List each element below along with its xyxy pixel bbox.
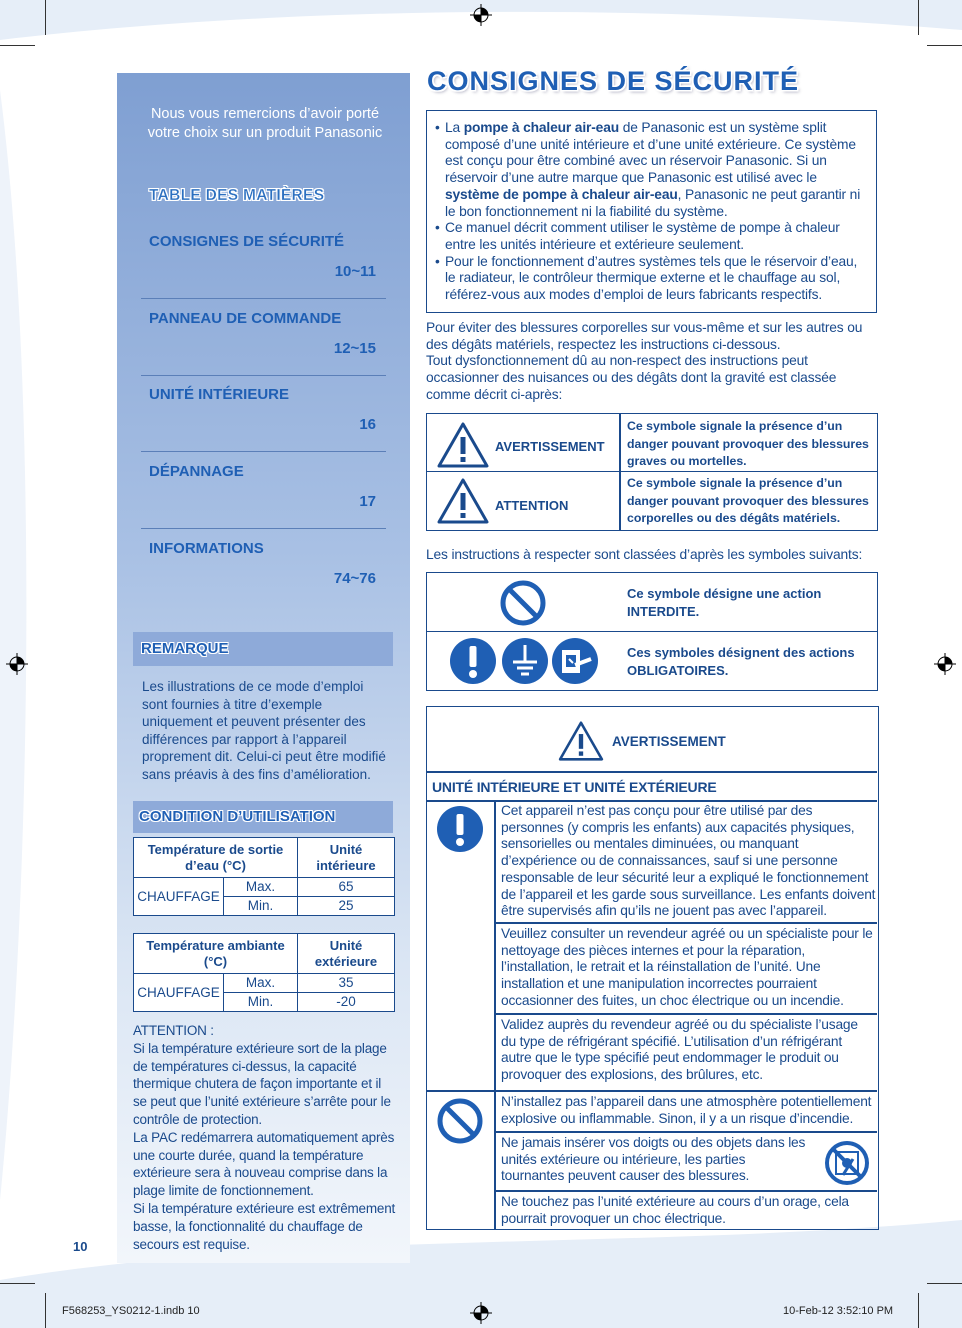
divider — [494, 1190, 877, 1192]
welcome-text: Nous vous remercions d’avoir porté votre choix sur un produit Panasonic — [147, 106, 383, 141]
condition-title-bar — [133, 801, 393, 833]
intro-text: , Panasonic ne peut garantir ni le bon fonctionnement ni la fiabilité du système. — [445, 186, 861, 219]
toc-item[interactable] — [141, 300, 386, 376]
level-description: Ce symbole signale la présence d’un danger pouvant provoquer des blessures corporelles ou des dégâts matériels. — [627, 476, 869, 525]
symbols-table — [426, 572, 878, 691]
table-cell: 25 — [298, 897, 395, 916]
toc-item-page: 10~11 — [334, 263, 376, 280]
page-number: 10 — [73, 1239, 88, 1254]
mandatory-icon — [436, 805, 484, 853]
ground-icon — [501, 637, 549, 685]
crop-mark — [918, 1293, 919, 1328]
table-cell: Min. — [224, 993, 298, 1012]
toc-title: TABLE DES MATIÈRES — [149, 187, 325, 204]
warning-header: AVERTISSEMENT — [612, 734, 726, 749]
page-title: CONSIGNES DE SÉCURITÉ — [427, 66, 800, 96]
registration-mark-icon — [934, 653, 956, 675]
toc-item[interactable] — [141, 223, 386, 299]
toc-item-label: DÉPANNAGE — [149, 463, 244, 480]
remark-text: Les illustrations de ce mode d’emploi sont fournies à titre d’exemple uniquement et peuvent présenter des différences par rapport à l’appareil proprement dit. Celui-ci peut être modifié sans préavis à des fins d’amélioration. — [142, 679, 386, 782]
toc-item-label: UNITÉ INTÉRIEURE — [149, 386, 290, 403]
no-fingers-fan-icon — [823, 1139, 871, 1187]
toc-item-page: 16 — [359, 416, 376, 433]
table-cell: Max. — [224, 878, 298, 897]
table-mode: CHAUFFAGE — [134, 878, 224, 916]
crop-mark — [45, 0, 46, 35]
warning-item: Ne jamais insérer vos doigts ou des objets dans les unités extérieure ou intérieure, les parties tournantes peuvent causer des blessures. — [501, 1135, 806, 1184]
warning-item: Ne touchez pas l’unité extérieure au cours d’un orage, cela pourrait provoquer un choc électrique. — [501, 1194, 849, 1226]
toc-item-label: PANNEAU DE COMMANDE — [149, 310, 342, 327]
intro-text: La — [445, 120, 464, 135]
toc-item[interactable] — [141, 453, 386, 529]
level-description: Ce symbole signale la présence d’un danger pouvant provoquer des blessures graves ou mortelles. — [627, 419, 869, 468]
divider — [427, 1090, 877, 1092]
divider — [427, 771, 877, 773]
crop-mark — [927, 1283, 962, 1284]
footer-file: F568253_YS0212-1.indb 10 — [62, 1305, 200, 1317]
mandatory-icon — [449, 637, 497, 685]
divider — [494, 922, 877, 924]
toc-item-label: INFORMATIONS — [149, 540, 264, 557]
symbol-description: Ces symboles désignent des actions OBLIGATOIRES. — [627, 645, 855, 678]
hazard-levels-table — [426, 413, 878, 531]
intro-paragraph — [426, 320, 878, 404]
unplug-icon — [551, 637, 599, 685]
toc-item-page: 12~15 — [333, 340, 376, 357]
remark-title-bar — [133, 632, 393, 666]
crop-mark — [45, 1293, 46, 1328]
crop-mark — [0, 45, 35, 46]
table-cell: 65 — [298, 878, 395, 897]
table-header: Unité extérieure — [298, 934, 395, 974]
intro-text: de Panasonic est un système split composé d’une unité intérieure et d’une unité extérieure. Ce système est conçu pour être combiné avec un réservoir Panasonic. Si un réservoir d’une autre marque que Panasonic est utilisé avec le — [445, 120, 856, 186]
toc-item[interactable] — [141, 530, 386, 606]
column-divider — [494, 800, 496, 1229]
crop-mark — [0, 1283, 35, 1284]
intro-box — [426, 110, 877, 313]
registration-mark-icon — [470, 1302, 492, 1324]
warning-item: Veuillez consulter un revendeur agréé ou un spécialiste pour le nettoyage des pièces internes et pour la réparation, l’installation, le retrait et la réinstallation de l’unité. Une installation et une manipulation incorrectes pourraient occasionner des fuites, un choc électrique ou un incendie. — [501, 926, 873, 1008]
footer-timestamp: 10-Feb-12 3:52:10 PM — [783, 1305, 894, 1317]
level-label-caution: ATTENTION — [495, 498, 569, 513]
table-header: Température de sortie d’eau (°C) — [134, 838, 298, 878]
registration-mark-icon — [6, 653, 28, 675]
table-row — [427, 471, 877, 531]
remark-title: REMARQUE — [141, 640, 229, 657]
attention-paragraph: Si la température extérieure sort de la plage de températures ci-dessus, la capacité thermique chutera de façon importante et il se peut que l’unité extérieure s’arrête pour le contrôle de protection. — [133, 1040, 391, 1127]
section-title: UNITÉ INTÉRIEURE ET UNITÉ EXTÉRIEURE — [432, 779, 717, 795]
table-cell: Min. — [224, 897, 298, 916]
intro-bullet: • Pour le fonctionnement d’autres systèmes tels que le réservoir d’eau, le radiateur, le contrôleur thermique externe et le chauffage au sol, référez-vous aux modes d’emploi de leurs fabricants respectifs. — [435, 254, 866, 304]
table-cell: -20 — [298, 993, 395, 1012]
ambient-temperature-table — [133, 933, 395, 1012]
paragraph-line: Pour éviter des blessures corporelles sur vous-même et sur les autres ou des dégâts matériels, respectez les instructions ci-dessous. — [426, 320, 863, 352]
prohibited-icon — [436, 1097, 484, 1145]
table-row — [427, 631, 877, 691]
toc-item-page: 74~76 — [333, 570, 376, 587]
warning-item: N’installez pas l’appareil dans une atmosphère potentiellement explosive ou inflammable. Sinon, il y a un risque d’incendie. — [501, 1094, 872, 1126]
symbol-description: Ce symbole désigne une action INTERDITE. — [627, 586, 822, 619]
condition-title: CONDITION D’UTILISATION — [139, 808, 336, 825]
warning-box — [426, 706, 879, 1230]
divider — [494, 1131, 877, 1133]
intro-bullet: • Ce manuel décrit comment utiliser le système de pompe à chaleur entre les unités intérieure et extérieure seulement. — [435, 220, 866, 253]
attention-paragraph: Si la température extérieure est extrêmement basse, la fonctionnalité du chauffage de secours est requise. — [133, 1200, 396, 1252]
symbols-intro: Les instructions à respecter sont classées d’après les symboles suivants: — [426, 547, 863, 562]
intro-bold: système de pompe à chaleur air-eau — [445, 186, 678, 202]
table-header: Unité intérieure — [298, 838, 395, 878]
table-mode: CHAUFFAGE — [134, 974, 224, 1012]
crop-mark — [927, 45, 962, 46]
toc-item-page: 17 — [359, 493, 376, 510]
attention-note — [133, 1022, 398, 1253]
caution-triangle-icon — [437, 478, 489, 524]
warning-item: Cet appareil n’est pas conçu pour être utilisé par des personnes (y compris les enfants) aux capacités physiques, sensorielles ou mentales diminuées, ou manquant d’expérience ou de connaissances, sauf si une personne responsable de leur sécurité leur a expliqué le fonctionnement de l’appareil et les garde sous surveillance. Les enfants doivent être supervisés afin qu’ils ne jouent pas avec l’appareil. — [501, 803, 876, 919]
attention-heading: ATTENTION : — [133, 1023, 214, 1038]
crop-mark — [918, 0, 919, 35]
toc-item[interactable] — [141, 376, 386, 452]
warning-triangle-icon — [558, 721, 604, 761]
table-header: Température ambiante (°C) — [134, 934, 298, 974]
table-cell: Max. — [224, 974, 298, 993]
paragraph-line: Tout dysfonctionnement dû au non-respect des instructions peut occasionner des nuisances ou des dégâts dont la gravité est classée comme décrit ci-après: — [426, 353, 837, 402]
divider — [494, 1013, 877, 1015]
prohibited-icon — [499, 579, 547, 627]
toc-item-label: CONSIGNES DE SÉCURITÉ — [149, 233, 345, 250]
attention-paragraph: La PAC redémarrera automatiquement après une courte durée, quand la température extérieure sera à nouveau comprise dans la plage limite de fonctionnement. — [133, 1129, 395, 1199]
intro-bold: pompe à chaleur air-eau — [463, 120, 620, 135]
warning-triangle-icon — [437, 422, 489, 468]
level-label-warning: AVERTISSEMENT — [495, 439, 605, 454]
intro-bullet — [435, 120, 866, 220]
registration-mark-icon — [470, 4, 492, 26]
table-cell: 35 — [298, 974, 395, 993]
water-temperature-table — [133, 837, 395, 916]
warning-item: Validez auprès du revendeur agréé ou du spécialiste l’usage du type de réfrigérant spécifié. L’utilisation d’un réfrigérant autre que le type spécifié peut endommager le produit ou provoquer des explosions, des brûlures, etc. — [501, 1017, 858, 1083]
